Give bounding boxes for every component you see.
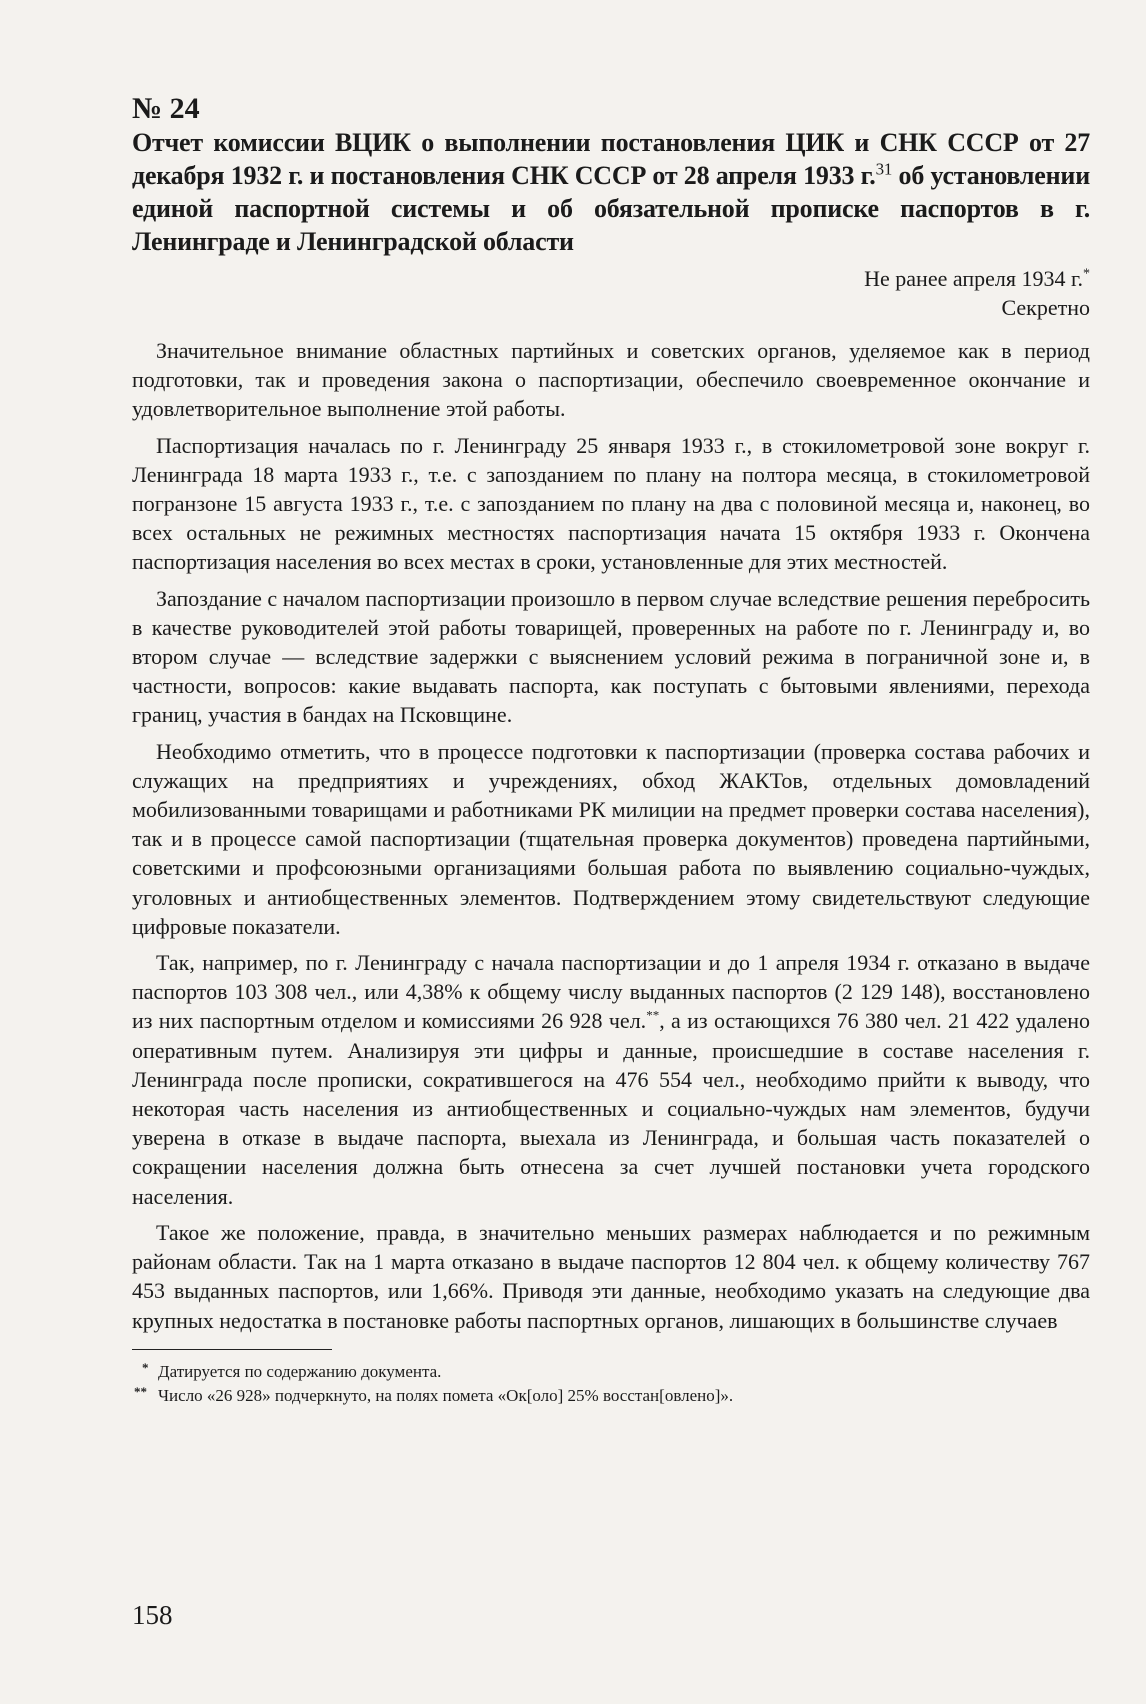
classification-label: Секретно (1001, 295, 1090, 320)
paragraph-5-part-b: , а из остающихся 76 380 чел. 21 422 удалено оперативным путем. Анализируя эти цифры и данные, происшедшие в составе населения г. Ленинграда после прописки, сократившегося на 476 554 чел., необходимо прийти к выводу, что некоторая часть населения из антиобщественных и социально-чуждых нам элементов, будучи уверена в отказе в выдаче паспорта, выехала из Ленинграда, и большая часть показателей о сокращении населения должна быть отнесена за счет лучшей постановки учета городского населения. (132, 1008, 1090, 1209)
footnote-1-text: Датируется по содержанию документа. (158, 1361, 442, 1381)
footnote-1 (132, 1360, 1090, 1384)
paragraph-5-note-mark: ** (646, 1008, 660, 1024)
paragraph-4: Необходимо отметить, что в процессе подготовки к паспортизации (проверка состава рабочих и служащих на предприятиях и учреждениях, обход ЖАКТов, отдельных домовладений мобилизованными товарищами и работниками РК милиции на предмет проверки состава населения), так и в процессе самой паспортизации (тщательная проверка документов) проведена партийными, советскими и профсоюзными организациями большая работа по выявлению социально-чуждых, уголовных и антиобщественных элементов. Подтверждением этому свидетельствуют следующие цифровые показатели. (132, 738, 1090, 939)
footnote-2-text: Число «26 928» подчеркнуто, на полях помета «Ок[оло] 25% восстан[овлено]». (158, 1385, 734, 1405)
page-number: 158 (132, 1600, 173, 1630)
paragraph-3: Запоздание с началом паспортизации произошло в первом случае вследствие решения перебросить в качестве руководителей этой работы товарищей, проверенных на работе по г. Ленинграду и, во втором случае — вследствие задержки с выяснением условий режима в пограничной зоне и, в частности, вопросов: какие выдавать паспорта, как поступать с бытовыми явлениями, перехода границ, участия в бандах на Псковщине. (132, 585, 1090, 728)
document-title (132, 126, 1090, 258)
paragraph-2: Паспортизация началась по г. Ленинграду 25 января 1933 г., в стокилометровой зоне вокруг г. Ленинграда 18 марта 1933 г., т.е. с запозданием по плану на полтора месяца, в стокилометровой погранзоне 15 августа 1933 г., т.е. с запозданием по плану на два с половиной месяца и, наконец, во всех остальных не режимных местностях паспортизация начата 15 октября 1933 г. Окончена паспортизация населения во всех местах в сроки, установленные для этих местностей. (132, 432, 1090, 575)
paragraph-6: Такое же положение, правда, в значительно меньших размерах наблюдается и по режимным районам области. Так на 1 марта отказано в выдаче паспортов 12 804 чел. к общему количеству 767 453 выданных паспортов, или 1,66%. Приводя эти данные, необходимо указать на следующие два крупных недостатка в постановке работы паспортных органов, лишающих в большинстве случаев (132, 1219, 1090, 1333)
page-content (132, 92, 1090, 1408)
footnote-2-mark: ** (134, 1383, 147, 1399)
document-number: № 24 (132, 92, 200, 125)
date-mark: * (1083, 266, 1090, 282)
title-note-ref: 31 (875, 159, 893, 179)
footnote-divider (132, 1349, 332, 1350)
paragraph-5-part-a: Так, например, по г. Ленинграду с начала паспортизации и до 1 апреля 1934 г. отказано в выдаче паспортов 103 308 чел., или 4,38% к общему числу выданных паспортов (2 129 148), восстановлено из них паспортным отделом и комиссиями 26 928 чел. (132, 950, 1090, 1034)
paragraph-5 (132, 948, 1090, 1211)
document-body (132, 336, 1090, 1335)
title-text-cont: об установлении единой паспортной системы и об обязательной прописке паспортов в г. Ленинграде и Ленинградской области (132, 161, 1090, 256)
paragraph-1: Значительное внимание областных партийных и советских органов, уделяемое как в период подготовки, так и проведения закона о паспортизации, обеспечило своевременное окончание и удовлетворительное выполнение этой работы. (132, 338, 1090, 422)
footnote-1-mark: * (142, 1359, 149, 1375)
footnote-2 (132, 1384, 1090, 1408)
title-text: Отчет комиссии ВЦИК о выполнении постановления ЦИК и СНК СССР от 27 декабря 1932 г. и постановления СНК СССР от 28 апреля 1933 г. (132, 128, 1090, 190)
document-date (132, 264, 1090, 293)
date-text: Не ранее апреля 1934 г. (864, 266, 1083, 291)
